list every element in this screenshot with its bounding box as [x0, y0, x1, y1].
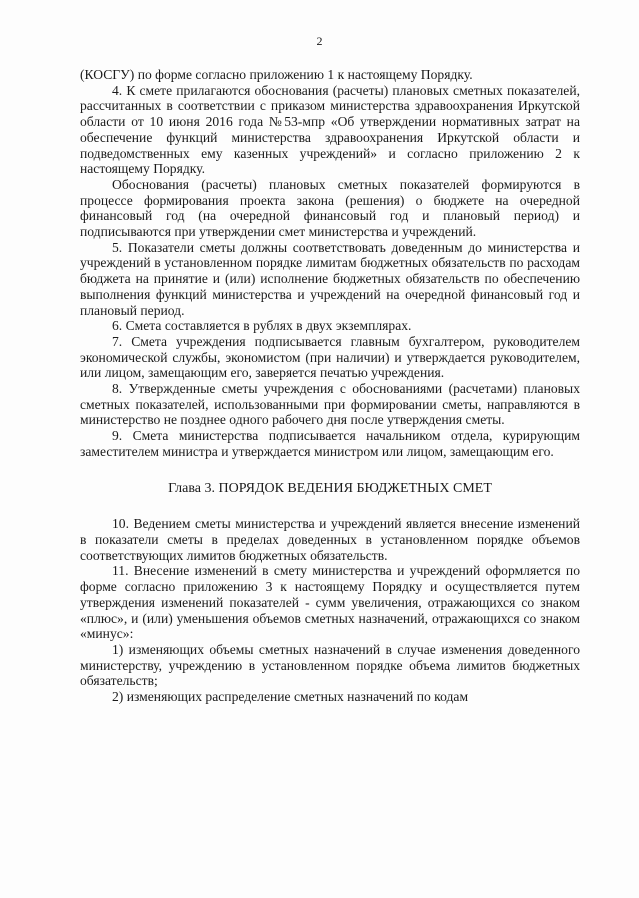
paragraph-item-11: 11. Внесение изменений в смету министерства и учреждений оформляется по форме согласно приложению 3 к настоящему Порядку и осуществляется путем утверждения изменений показателей - сумм увеличения, отражающихся со знаком «плюс», и (или) уменьшения объемов сметных назначений, отражающихся со знаком «минус»: [80, 563, 580, 642]
paragraph-item-5: 5. Показатели сметы должны соответствовать доведенным до министерства и учреждений в установленном порядке лимитам бюджетных обязательств по расходам бюджета на принятие и (или) исполнение бюджетных обязательств по обеспечению выполнения функций министерства и учреждений на очередной финансовый год и плановый период. [80, 239, 580, 318]
paragraph-item-8: 8. Утвержденные сметы учреждения с обоснованиями (расчетами) плановых сметных показателей, использованными при формировании сметы, направляются в министерство не позднее одного рабочего дня после утверждения сметы. [80, 381, 580, 428]
paragraph-item-10: 10. Ведением сметы министерства и учреждений является внесение изменений в показатели сметы в пределах доведенных в установленном порядке объемов соответствующих лимитов бюджетных обязательств. [80, 516, 580, 563]
paragraph-item-6: 6. Смета составляется в рублях в двух экземплярах. [112, 318, 412, 334]
paragraph-subitem-2: 2) изменяющих распределение сметных назначений по кодам [112, 689, 469, 705]
paragraph-justifications: Обоснования (расчеты) плановых сметных показателей формируются в процессе формирования проекта закона (решения) о бюджете на очередной финансовый год (на очередной финансовый год и плановый период) и подписываются при утверждении смет министерства и учреждений. [80, 176, 580, 240]
paragraph-item-4: 4. К смете прилагаются обоснования (расчеты) плановых сметных показателей, рассчитанных в соответствии с приказом министерства здравоохранения Иркутской области от 10 июня 2016 года №53-мпр «Об утверждении нормативных затрат на обеспечение функций министерства здравоохранения Иркутской области и подведомственных ему казенных учреждений» и согласно приложению 2 к настоящему Порядку. [80, 82, 580, 177]
paragraph-item-7: 7. Смета учреждения подписывается главным бухгалтером, руководителем экономической службы, экономистом (при наличии) и утверждается руководителем, или лицом, замещающим его, заверяется печатью учреждения. [80, 333, 580, 381]
chapter-heading: Глава 3. ПОРЯДОК ВЕДЕНИЯ БЮДЖЕТНЫХ СМЕТ [168, 480, 492, 496]
paragraph-subitem-1: 1) изменяющих объемы сметных назначений в случае изменения доведенного министерству, учреждению в установленном порядке объема лимитов бюджетных обязательств; [80, 641, 580, 689]
paragraph-kosgu-continuation: (КОСГУ) по форме согласно приложению 1 к настоящему Порядку. [80, 67, 473, 82]
paragraph-item-9: 9. Смета министерства подписывается начальником отдела, курирующим заместителем министра и утверждается министром или лицом, замещающим его. [80, 428, 580, 459]
document-body [80, 67, 580, 705]
page-number: 2 [316, 34, 323, 48]
